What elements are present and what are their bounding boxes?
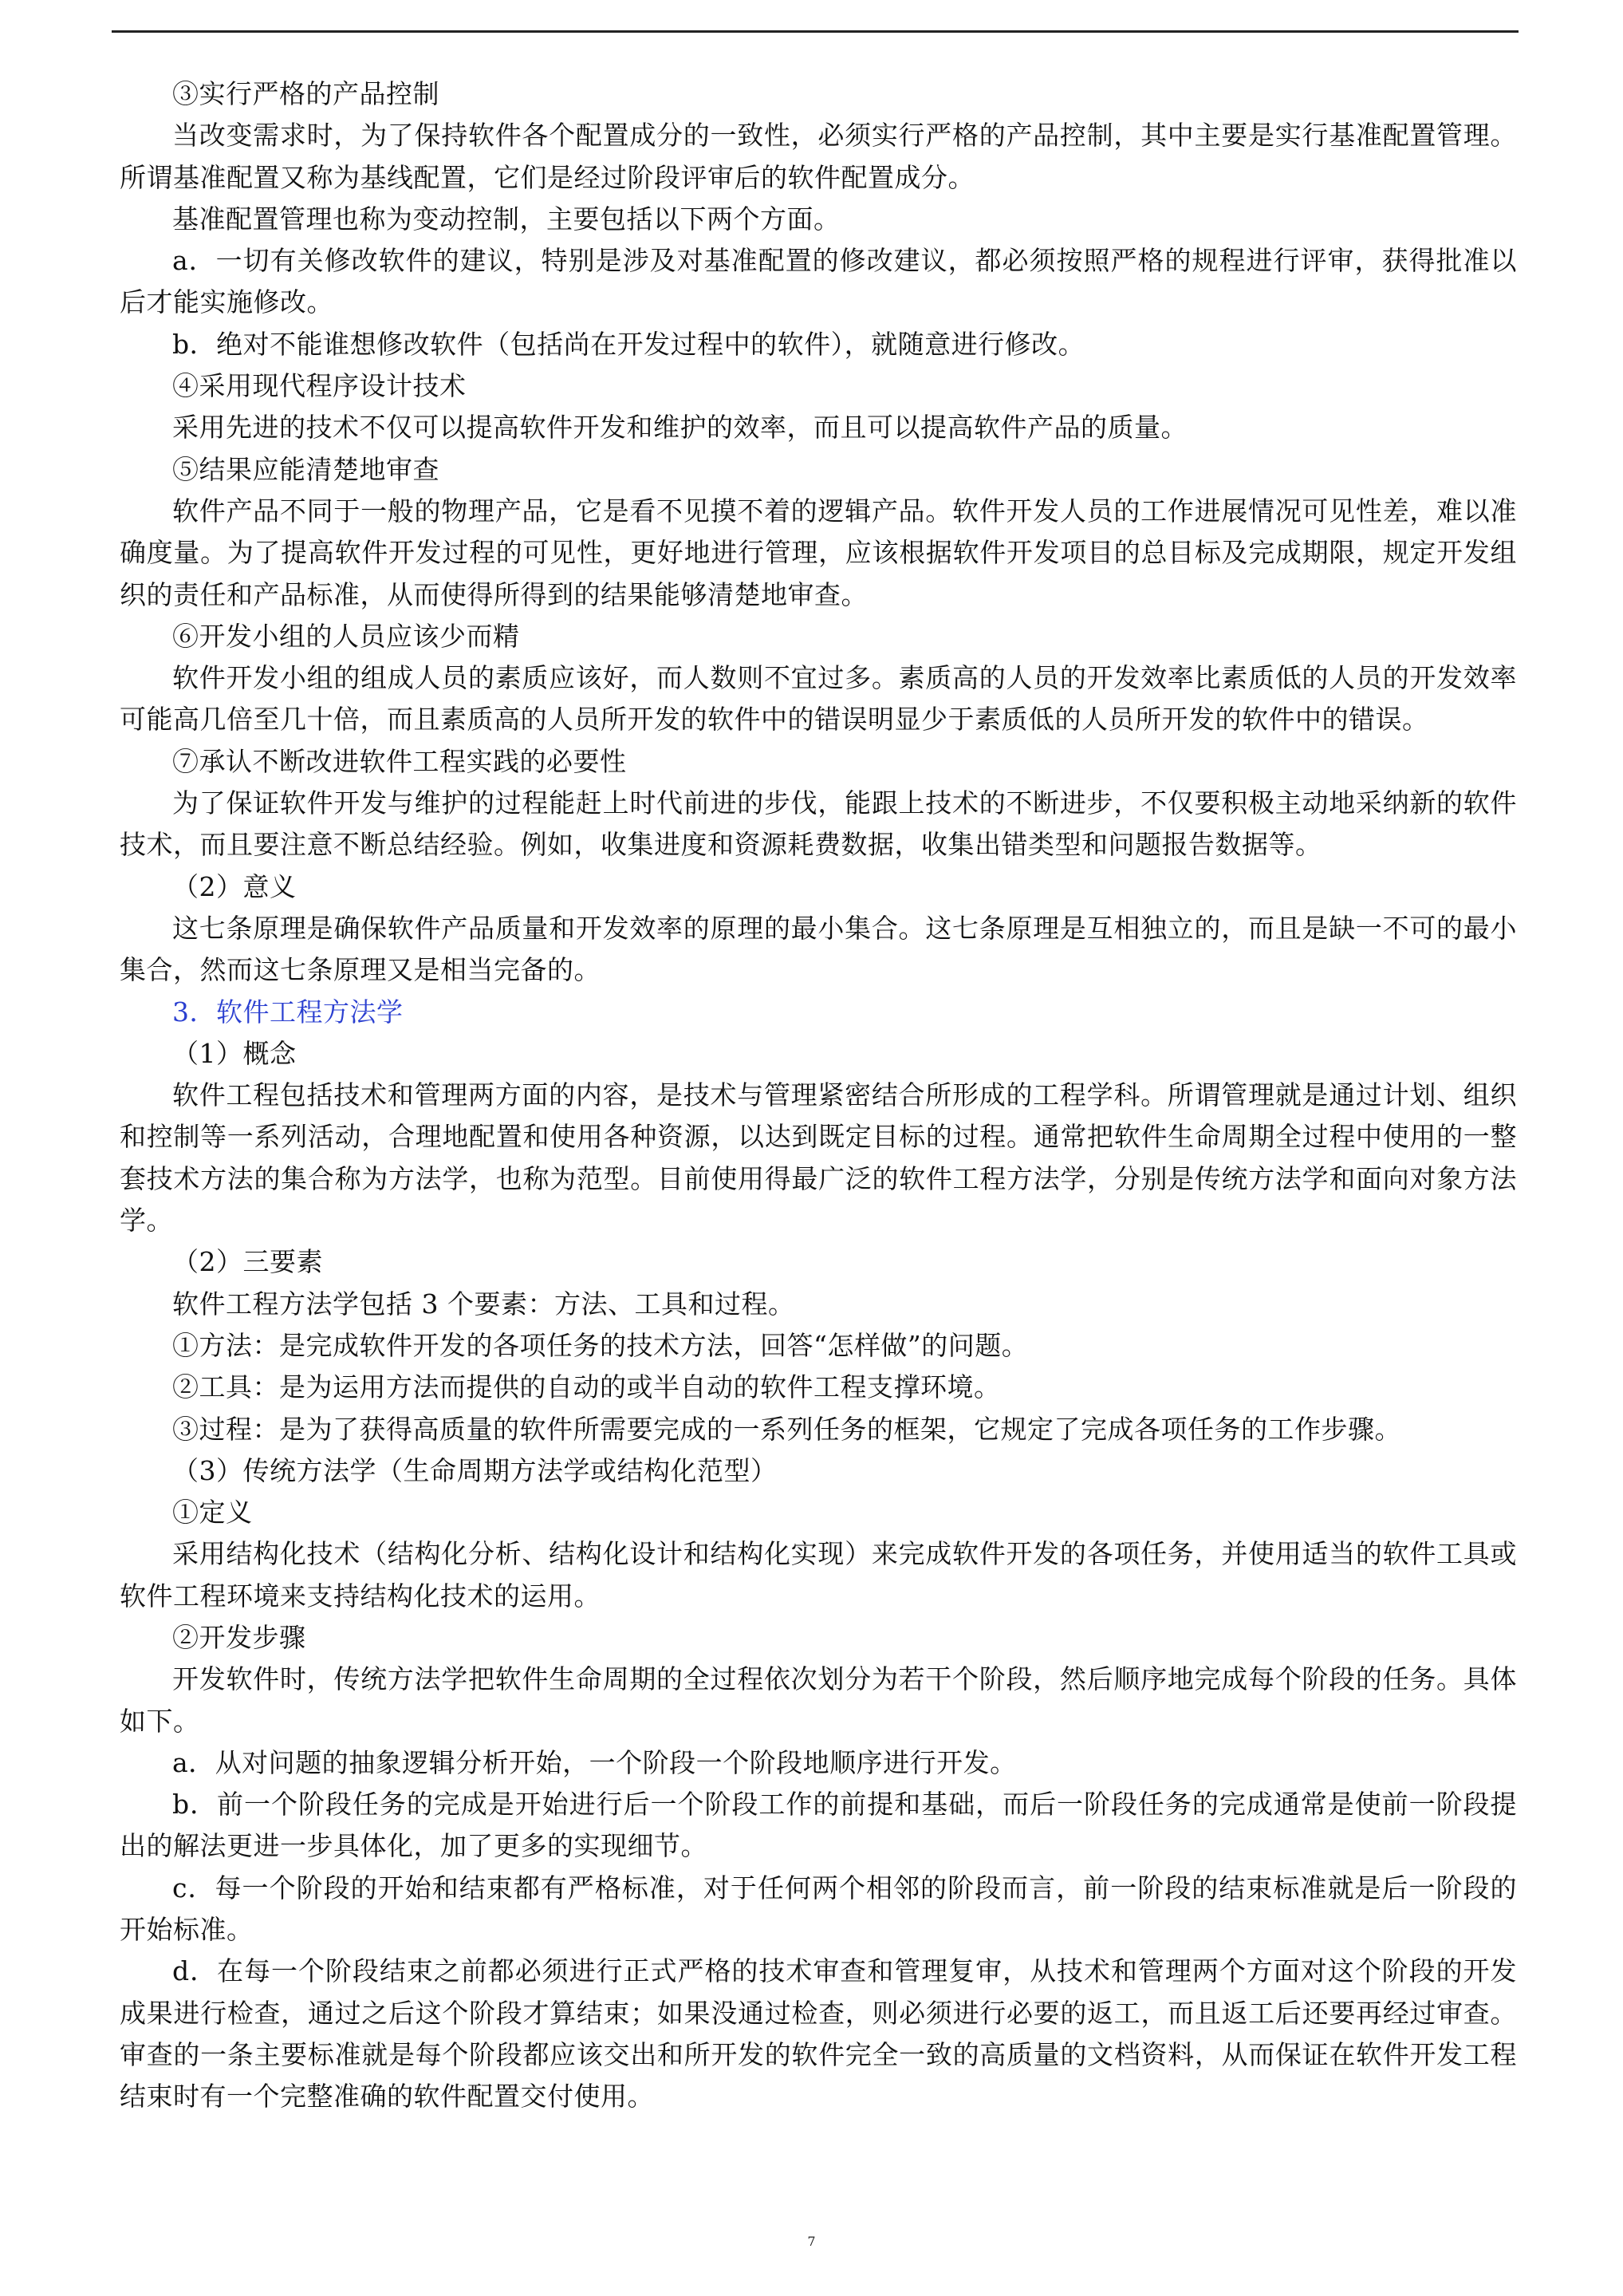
list-item-c-standards: c．每一个阶段的开始和结束都有严格标准，对于任何两个相邻的阶段而言，前一阶段的结束标准就是后一阶段的开始标准。 bbox=[120, 1872, 1517, 1946]
paragraph-baseline-config: 当改变需求时，为了保持软件各个配置成分的一致性，必须实行严格的产品控制，其中主要是实行基准配置管理。所谓基准配置又称为基线配置，它们是经过阶段评审后的软件配置成分。 bbox=[120, 120, 1517, 193]
subheading-definition: ①定义 bbox=[172, 1497, 253, 1529]
page-number: 7 bbox=[807, 2234, 816, 2249]
list-item-d-review: d．在每一个阶段结束之前都必须进行正式严格的技术审查和管理复审，从技术和管理两个方面对这个阶段的开发成果进行检查，通过之后这个阶段才算结束；如果没通过检查，则必须进行必要的返工，而且返工后还要再经过审查。审查的一条主要标准就是每个阶段都应该交出和所开发的软件完全一致的高质量的文档资料，从而保证在软件开发工程结束时有一个完整准确的软件配置交付使用。 bbox=[120, 1955, 1517, 2113]
list-item-process: ③过程：是为了获得高质量的软件所需要完成的一系列任务的框架，它规定了完成各项任务的工作步骤。 bbox=[172, 1413, 1401, 1445]
paragraph-change-control: 基准配置管理也称为变动控制，主要包括以下两个方面。 bbox=[172, 203, 841, 235]
subheading-dev-steps: ②开发步骤 bbox=[172, 1621, 306, 1653]
paragraph-lifecycle-phases: 开发软件时，传统方法学把软件生命周期的全过程依次划分为若干个阶段，然后顺序地完成每个阶段的任务。具体如下。 bbox=[120, 1663, 1517, 1737]
document-body bbox=[120, 73, 1517, 2118]
list-item-a-abstract-analysis: a．从对问题的抽象逻辑分析开始，一个阶段一个阶段地顺序进行开发。 bbox=[172, 1746, 1017, 1778]
paragraph-methodology-concept: 软件工程包括技术和管理两方面的内容，是技术与管理紧密结合所形成的工程学科。所谓管理就是通过计划、组织和控制等一系列活动，合理地配置和使用各种资源，以达到既定目标的过程。通常把软件生命周期全过程中使用的一整套技术方法的集合称为方法学，也称为范型。目前使用得最广泛的软件工程方法学，分别是传统方法学和面向对象方法学。 bbox=[120, 1079, 1517, 1237]
list-item-b-no-arbitrary-change: b．绝对不能谁想修改软件（包括尚在开发过程中的软件），就随意进行修改。 bbox=[172, 328, 1085, 360]
paragraph-seven-principles: 这七条原理是确保软件产品质量和开发效率的原理的最小集合。这七条原理是互相独立的，而且是缺一不可的最小集合，然而这七条原理又是相当完备的。 bbox=[120, 912, 1517, 986]
paragraph-advanced-tech: 采用先进的技术不仅可以提高软件开发和维护的效率，而且可以提高软件产品的质量。 bbox=[172, 412, 1188, 444]
paragraph-three-elements: 软件工程方法学包括 3 个要素：方法、工具和过程。 bbox=[172, 1288, 795, 1320]
subheading-small-team: ⑥开发小组的人员应该少而精 bbox=[172, 620, 520, 652]
list-item-method: ①方法：是完成软件开发的各项任务的技术方法，回答“怎样做”的问题。 bbox=[172, 1329, 1029, 1361]
header-rule bbox=[112, 30, 1519, 33]
list-item-b-prerequisite: b．前一个阶段任务的完成是开始进行后一个阶段工作的前提和基础，而后一阶段任务的完成通常是使前一阶段提出的解法更进一步具体化，加了更多的实现细节。 bbox=[120, 1789, 1517, 1862]
list-item-a-review: a．一切有关修改软件的建议，特别是涉及对基准配置的修改建议，都必须按照严格的规程进行评审，获得批准以后才能实施修改。 bbox=[120, 245, 1517, 318]
section-heading-methodology: 3．软件工程方法学 bbox=[172, 996, 404, 1028]
subheading-three-elements: （2）三要素 bbox=[172, 1246, 323, 1278]
list-item-tool: ②工具：是为运用方法而提供的自动的或半自动的软件工程支撑环境。 bbox=[172, 1371, 1001, 1403]
paragraph-logical-product: 软件产品不同于一般的物理产品，它是看不见摸不着的逻辑产品。软件开发人员的工作进展情况可见性差，难以准确度量。为了提高软件开发过程的可见性，更好地进行管理，应该根据软件开发项目的总目标及完成期限，规定开发组织的责任和产品标准，从而使得所得到的结果能够清楚地审查。 bbox=[120, 495, 1517, 610]
subheading-continuous-improvement: ⑦承认不断改进软件工程实践的必要性 bbox=[172, 745, 627, 777]
subheading-significance: （2）意义 bbox=[172, 870, 297, 902]
paragraph-team-quality: 软件开发小组的组成人员的素质应该好，而人数则不宜过多。素质高的人员的开发效率比素质低的人员的开发效率可能高几倍至几十倍，而且素质高的人员所开发的软件中的错误明显少于素质低的人员所开发的软件中的错误。 bbox=[120, 662, 1517, 736]
subheading-traditional-methodology: （3）传统方法学（生命周期方法学或结构化范型） bbox=[172, 1454, 778, 1486]
subheading-modern-programming: ④采用现代程序设计技术 bbox=[172, 370, 467, 402]
subheading-product-control: ③实行严格的产品控制 bbox=[172, 78, 439, 109]
subheading-clear-review: ⑤结果应能清楚地审查 bbox=[172, 453, 439, 485]
paragraph-keep-pace: 为了保证软件开发与维护的过程能赶上时代前进的步伐，能跟上技术的不断进步，不仅要积极主动地采纳新的软件技术，而且要注意不断总结经验。例如，收集进度和资源耗费数据，收集出错类型和问题报告数据等。 bbox=[120, 787, 1517, 861]
subheading-concept: （1）概念 bbox=[172, 1037, 297, 1069]
paragraph-structured-tech: 采用结构化技术（结构化分析、结构化设计和结构化实现）来完成软件开发的各项任务，并使用适当的软件工具或软件工程环境来支持结构化技术的运用。 bbox=[120, 1538, 1517, 1612]
